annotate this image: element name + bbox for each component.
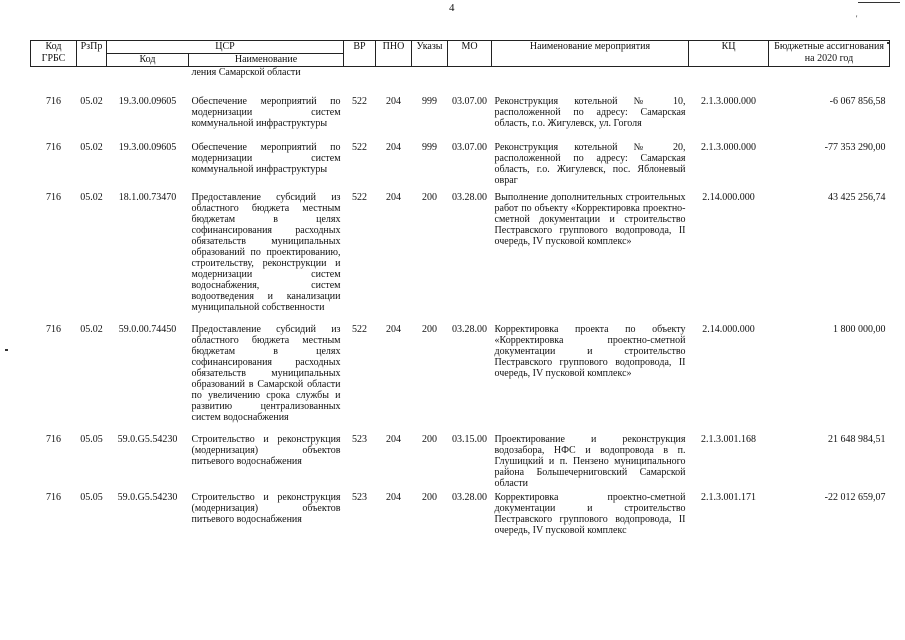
cell-grbs: 716 — [46, 96, 61, 107]
table-row — [31, 192, 890, 324]
col-header-pno: ПНО — [376, 41, 412, 67]
corner-mark: ' — [856, 14, 858, 23]
cell-rzpr: 05.05 — [80, 434, 103, 445]
carry-over-row — [31, 67, 890, 91]
cell-event: Корректировка проекта по объекту «Корректировка проектно-сметной документации и строительство Пестравского группового водопровода, II очередь, IV пусковой комплекс» — [494, 324, 686, 379]
cell-grbs: 716 — [46, 492, 61, 503]
cell-name: Строительство и реконструкция (модернизация) объектов питьевого водоснабжения — [191, 492, 341, 525]
cell-csr: 19.3.00.09605 — [118, 142, 177, 153]
col-header-csr-kod: Код — [107, 54, 189, 67]
cell-ukazy: 200 — [422, 434, 438, 445]
cell-event: Реконструкция котельной № 10, расположенной по адресу: Самарская область, г.о. Жигулевск, ул. Гоголя — [494, 96, 686, 129]
cell-rzpr: 05.02 — [80, 192, 103, 203]
col-header-kc: КЦ — [689, 41, 769, 67]
col-header-budget: Бюджетные ассигнования на 2020 год — [769, 41, 890, 67]
cell-name: Предоставление субсидий из областного бюджета местным бюджетам в целях софинансирования расходных обязательств муниципальных образований в Самарской области по увеличению срока службы и развитию централизованных систем водоснабжения — [191, 324, 341, 423]
cell-kc: 2.14.000.000 — [702, 324, 755, 335]
cell-amount: -6 067 856,58 — [829, 96, 886, 107]
cell-mo: 03.28.00 — [452, 192, 488, 203]
table-header-row — [31, 41, 890, 54]
cell-kc: 2.14.000.000 — [702, 192, 755, 203]
cell-rzpr: 05.02 — [80, 324, 103, 335]
cell-amount: 21 648 984,51 — [828, 434, 886, 445]
cell-grbs: 716 — [46, 324, 61, 335]
cell-grbs: 716 — [46, 142, 61, 153]
cell-vr: 522 — [352, 324, 368, 335]
cell-mo: 03.28.00 — [452, 492, 488, 503]
cell-ukazy: 200 — [422, 492, 438, 503]
cell-rzpr: 05.05 — [80, 492, 103, 503]
cell-vr: 522 — [352, 142, 368, 153]
cell-ukazy: 200 — [422, 192, 438, 203]
cell-pno: 204 — [386, 192, 402, 203]
cell-csr: 19.3.00.09605 — [118, 96, 177, 107]
cell-amount: -77 353 290,00 — [824, 142, 886, 153]
table-row — [31, 434, 890, 492]
cell-amount: -22 012 659,07 — [824, 492, 886, 503]
cell-ukazy: 999 — [422, 96, 438, 107]
cell-ukazy: 999 — [422, 142, 438, 153]
cell-name: Обеспечение мероприятий по модернизации систем коммунальной инфраструктуры — [191, 142, 341, 175]
table-row — [31, 324, 890, 434]
cell-mo: 03.15.00 — [452, 434, 488, 445]
cell-rzpr: 05.02 — [80, 96, 103, 107]
col-header-vr: ВР — [344, 41, 376, 67]
col-header-event-name: Наименование мероприятия — [492, 41, 689, 67]
cell-grbs: 716 — [46, 434, 61, 445]
cell-grbs: 716 — [46, 192, 61, 203]
cell-mo: 03.28.00 — [452, 324, 488, 335]
cell-event: Проектирование и реконструкция водозабора, НФС и водопровода в п. Глушицкий и п. Пензено муниципального района Большечерниговский Самарской области — [494, 434, 686, 489]
col-header-csr: ЦСР — [107, 41, 344, 54]
cell-amount: 43 425 256,74 — [828, 192, 886, 203]
cell-vr: 523 — [352, 492, 368, 503]
cell-kc: 2.1.3.001.168 — [701, 434, 757, 445]
cell-event: Выполнение дополнительных строительных работ по объекту «Корректировка проектно-сметной документации и строительство Пестравского группового водопровода, II очередь, IV пусковой комплекс» — [494, 192, 686, 247]
cell-name: Обеспечение мероприятий по модернизации систем коммунальной инфраструктуры — [191, 96, 341, 129]
cell-kc: 2.1.3.000.000 — [701, 142, 757, 153]
cell-event: Реконструкция котельной № 20, расположенной по адресу: Самарская область, г.о. Жигулевск, пос. Яблоневый овраг — [494, 142, 686, 186]
cell-pno: 204 — [386, 324, 402, 335]
cell-ukazy: 200 — [422, 324, 438, 335]
cell-csr: 59.0.G5.54230 — [117, 434, 178, 445]
col-header-kod-grbs: Код ГРБС — [31, 41, 77, 67]
page-number: 4 — [449, 2, 455, 14]
cell-pno: 204 — [386, 142, 402, 153]
scan-mark — [5, 349, 8, 351]
cell-name: Предоставление субсидий из областного бюджета местным бюджетам в целях софинансирования расходных обязательств муниципальных образований по проектированию, строительству, реконструкции и модернизации систем водоснабжения, систем водоотведения и канализации муниципальной собственности — [191, 192, 341, 313]
cell-kc: 2.1.3.001.171 — [701, 492, 757, 503]
budget-table — [30, 40, 890, 542]
corner-rule — [858, 2, 900, 3]
col-header-ukazy: Указы — [412, 41, 448, 67]
cell-pno: 204 — [386, 96, 402, 107]
cell-kc: 2.1.3.000.000 — [701, 96, 757, 107]
col-header-mo: МО — [448, 41, 492, 67]
cell-rzpr: 05.02 — [80, 142, 103, 153]
carry-over-text: ления Самарской области — [191, 67, 301, 78]
table-row — [31, 492, 890, 542]
cell-mo: 03.07.00 — [452, 96, 488, 107]
cell-vr: 522 — [352, 192, 368, 203]
cell-csr: 59.0.00.74450 — [118, 324, 177, 335]
table-row — [31, 142, 890, 186]
cell-csr: 59.0.G5.54230 — [117, 492, 178, 503]
col-header-rzpr: РзПр — [77, 41, 107, 67]
cell-name: Строительство и реконструкция (модернизация) объектов питьевого водоснабжения — [191, 434, 341, 467]
cell-pno: 204 — [386, 434, 402, 445]
table-row — [31, 96, 890, 136]
cell-vr: 522 — [352, 96, 368, 107]
col-header-csr-name: Наименование — [189, 54, 344, 67]
cell-amount: 1 800 000,00 — [833, 324, 886, 335]
cell-vr: 523 — [352, 434, 368, 445]
cell-mo: 03.07.00 — [452, 142, 488, 153]
cell-csr: 18.1.00.73470 — [118, 192, 177, 203]
cell-pno: 204 — [386, 492, 402, 503]
cell-event: Корректировка проектно-сметной документации и строительство Пестравского группового водопровода, II очередь, IV пусковой комплекс — [494, 492, 686, 536]
